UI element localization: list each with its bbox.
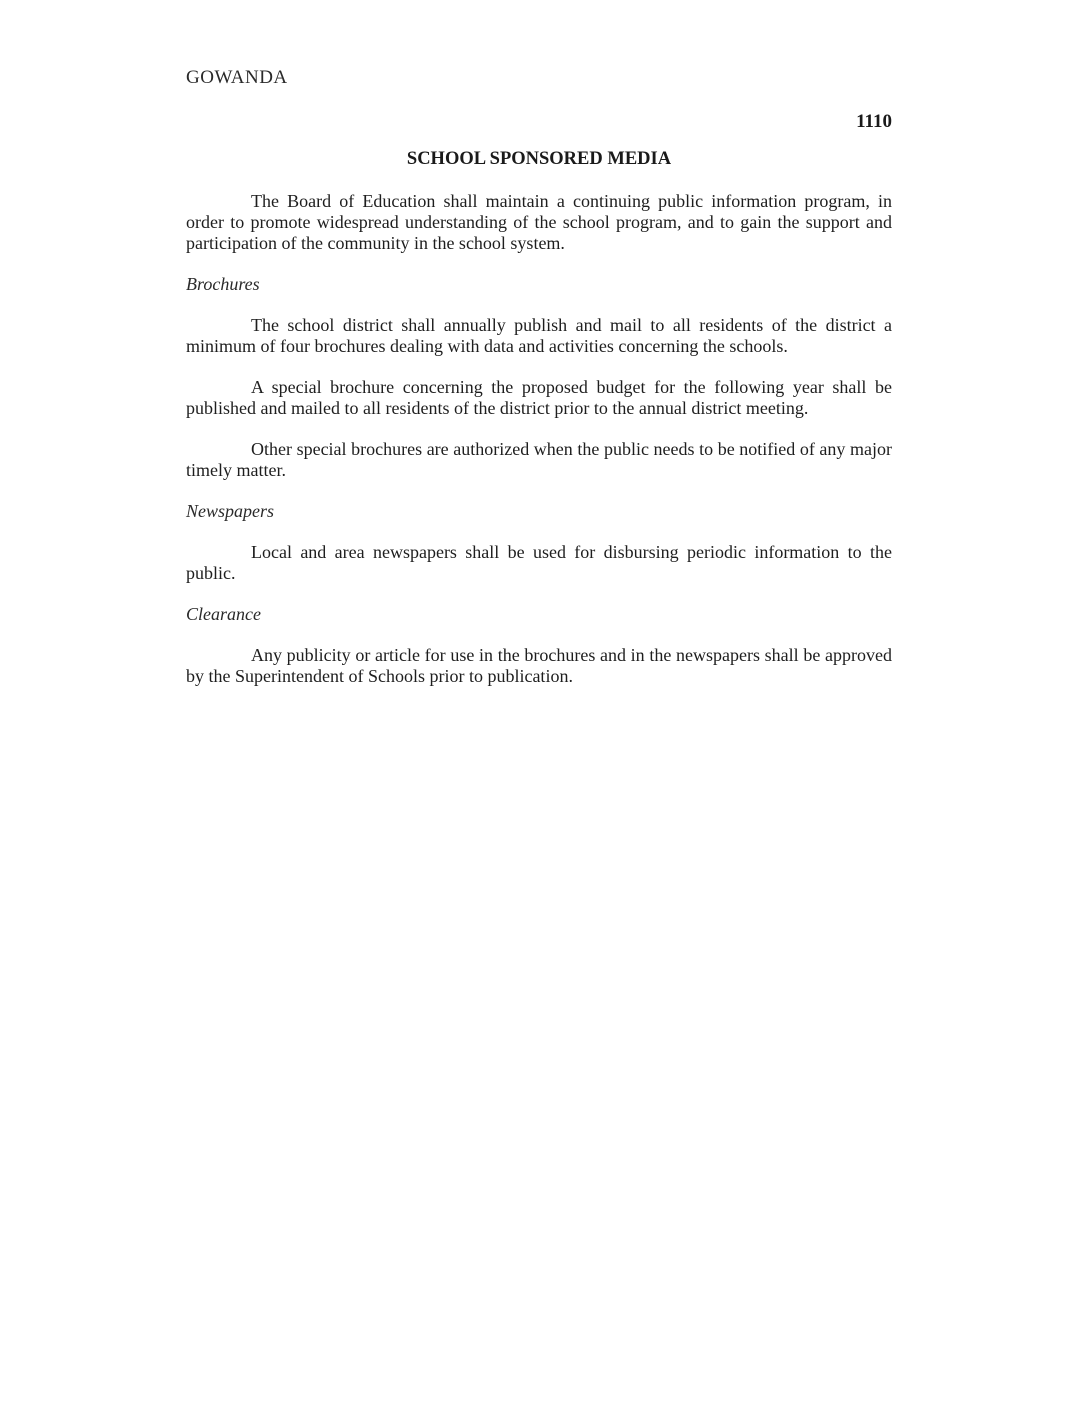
brochures-paragraph: Other special brochures are authorized when the public needs to be notified of any major timely matter.	[186, 439, 892, 480]
policy-number: 1110	[856, 111, 892, 132]
page-title: SCHOOL SPONSORED MEDIA	[406, 149, 672, 169]
section-heading-clearance: Clearance	[186, 604, 261, 624]
section-heading-newspapers: Newspapers	[186, 501, 275, 521]
section-heading-brochures: Brochures	[186, 274, 260, 294]
newspapers-paragraph: Local and area newspapers shall be used for disbursing periodic information to the public.	[186, 542, 892, 583]
intro-paragraph: The Board of Education shall maintain a continuing public information program, in order to promote widespread understanding of the school program, and to gain the support and participation of the community in the school system.	[186, 191, 892, 253]
policy-body	[186, 191, 892, 687]
district-name: GOWANDA	[186, 67, 288, 88]
brochures-paragraph: The school district shall annually publish and mail to all residents of the district a minimum of four brochures dealing with data and activities concerning the schools.	[186, 315, 892, 356]
clearance-paragraph: Any publicity or article for use in the brochures and in the newspapers shall be approved by the Superintendent of Schools prior to publication.	[186, 645, 892, 686]
brochures-paragraph: A special brochure concerning the proposed budget for the following year shall be published and mailed to all residents of the district prior to the annual district meeting.	[186, 377, 892, 418]
